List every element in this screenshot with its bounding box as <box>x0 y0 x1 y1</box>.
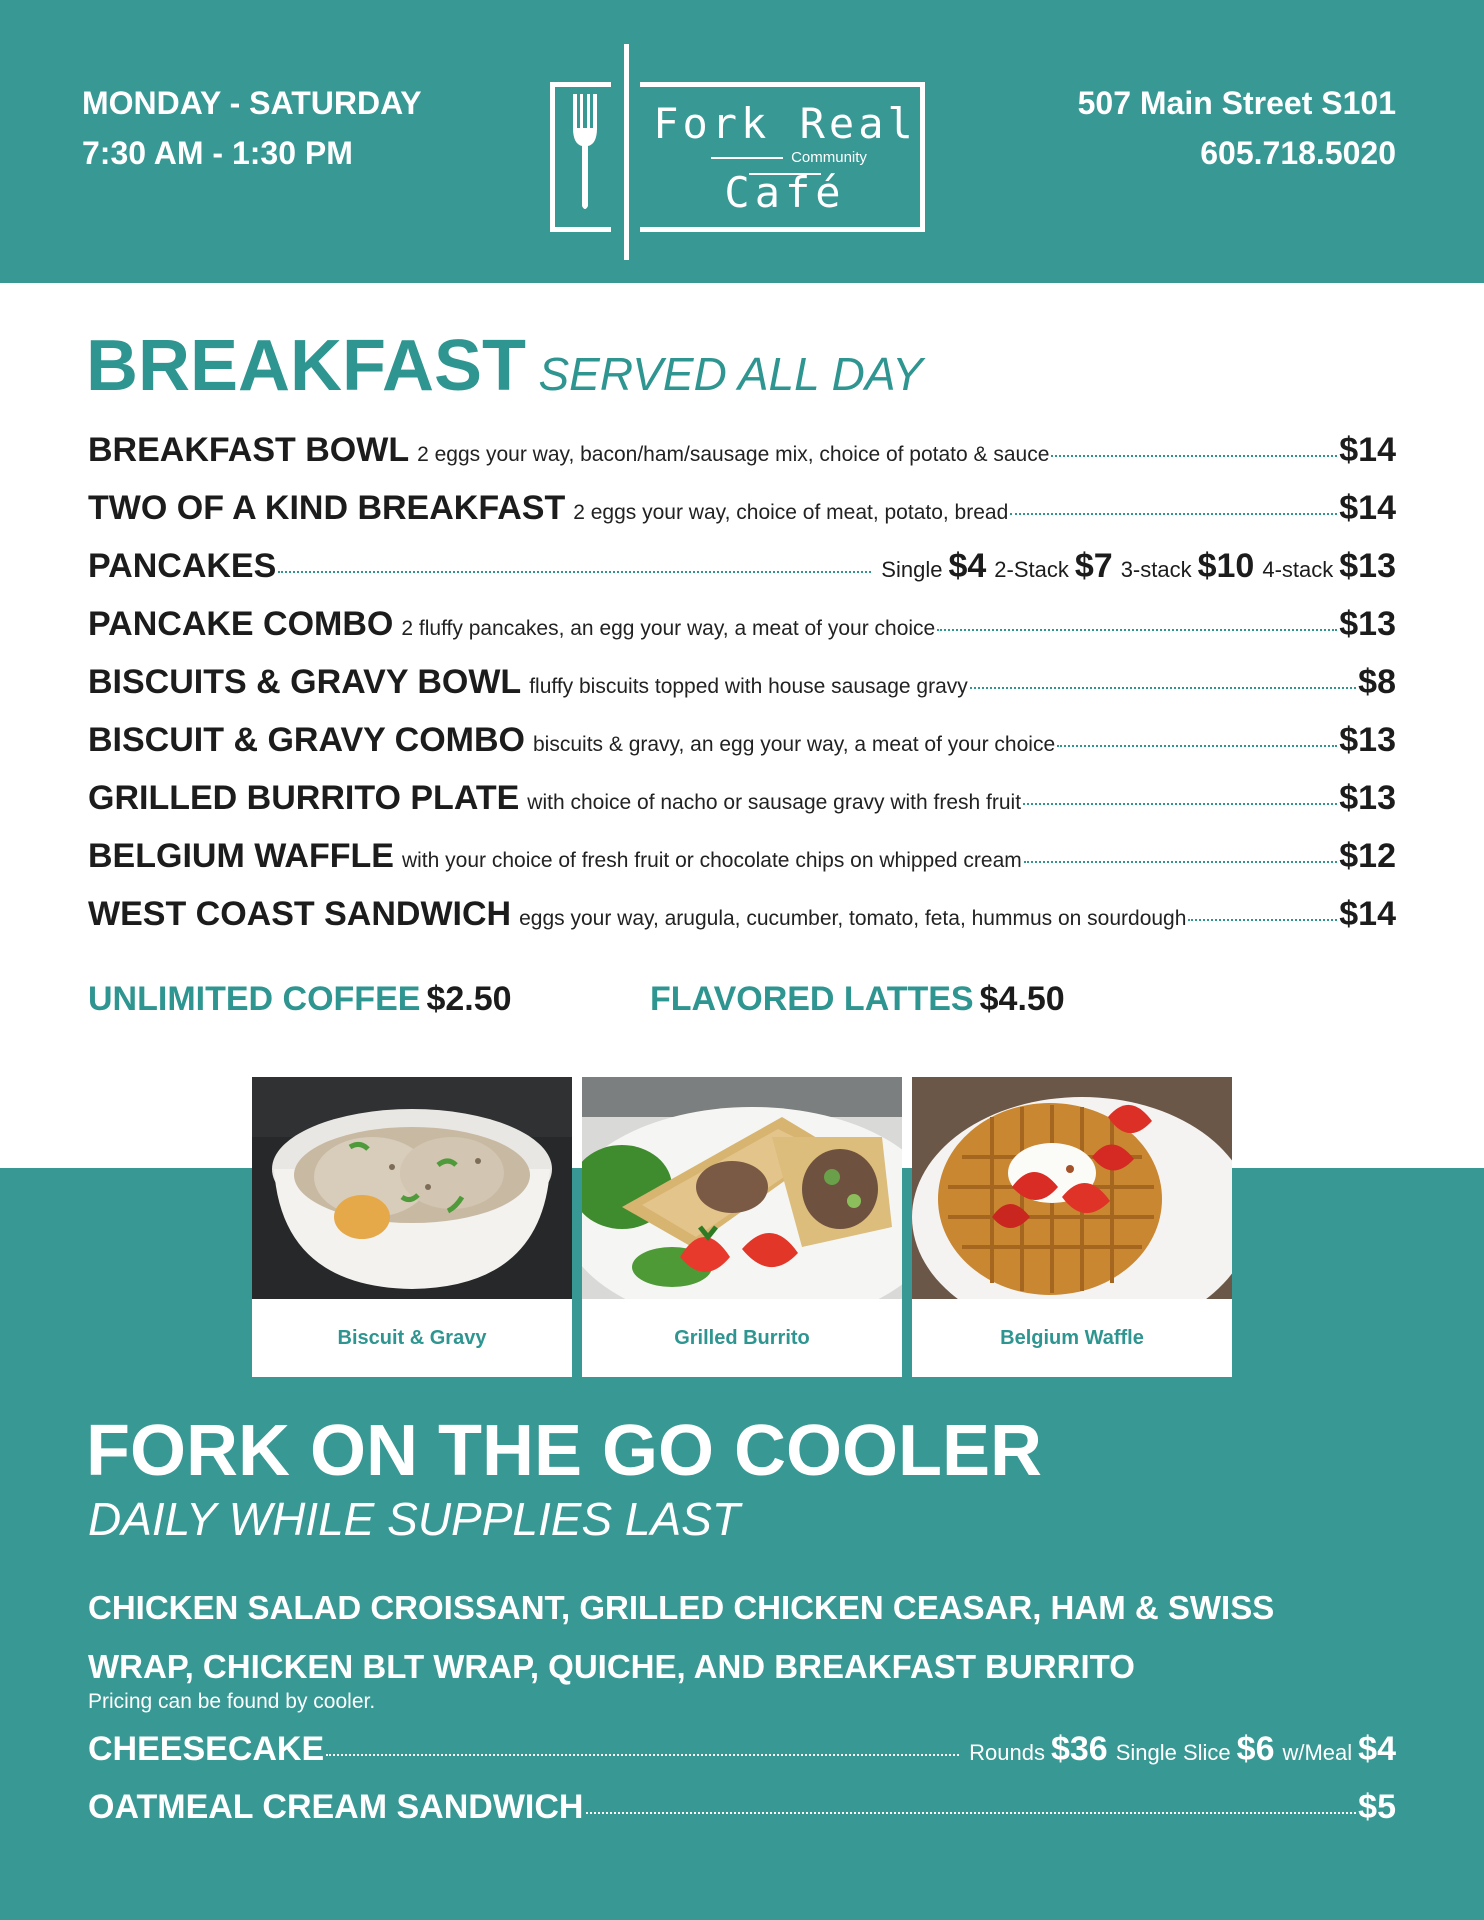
photo-card <box>582 1077 902 1377</box>
item-name: PANCAKE COMBO <box>88 605 394 643</box>
go-cooler-subtitle: DAILY WHILE SUPPLIES LAST <box>88 1493 740 1545</box>
price-label: w/Meal <box>1282 1740 1353 1765</box>
item-name: BREAKFAST BOWL <box>88 431 410 469</box>
breakfast-title: BREAKFAST <box>86 326 527 406</box>
logo-line3: Café <box>724 168 846 217</box>
item-price: $13 <box>1339 779 1396 817</box>
drink-price: $4.50 <box>979 980 1065 1018</box>
item-price: $14 <box>1339 431 1396 469</box>
drink-price: $2.50 <box>426 980 512 1018</box>
dot-leader <box>1057 745 1337 747</box>
drink-lattes <box>650 980 1065 1019</box>
go-cooler-note: Pricing can be found by cooler. <box>88 1690 376 1713</box>
price-value: $36 <box>1050 1730 1108 1768</box>
dot-leader <box>1023 803 1337 805</box>
price-value: $7 <box>1074 547 1113 585</box>
belgium-waffle-photo <box>912 1077 1232 1299</box>
photo-card <box>252 1077 572 1377</box>
menu-item <box>88 779 1396 837</box>
breakfast-heading <box>86 325 923 407</box>
logo <box>548 44 938 264</box>
item-price: $14 <box>1339 895 1396 933</box>
menu-item-cheesecake <box>88 1730 1396 1788</box>
dot-leader <box>326 1754 959 1756</box>
menu-item-oatmeal <box>88 1788 1396 1846</box>
menu-item <box>88 663 1396 721</box>
menu-item <box>88 489 1396 547</box>
price-value: $10 <box>1197 547 1255 585</box>
item-name: BISCUITS & GRAVY BOWL <box>88 663 522 701</box>
logo-line1: Fork Real <box>653 99 917 148</box>
dot-leader <box>1010 513 1337 515</box>
item-price: $14 <box>1339 489 1396 527</box>
dot-leader <box>1188 919 1337 921</box>
item-price: $13 <box>1339 721 1396 759</box>
photo-caption: Biscuit & Gravy <box>337 1327 487 1349</box>
hours-days: MONDAY - SATURDAY <box>82 85 422 121</box>
hours <box>82 78 422 178</box>
breakfast-subtitle: SERVED ALL DAY <box>538 348 923 400</box>
menu-item <box>88 895 1396 953</box>
dot-leader <box>937 629 1337 631</box>
breakfast-menu <box>88 431 1396 953</box>
go-cooler-menu <box>88 1730 1396 1846</box>
logo-divider <box>624 44 629 260</box>
price-label: 2-Stack <box>994 557 1069 582</box>
price-label: 3-stack <box>1120 557 1192 582</box>
item-desc: biscuits & gravy, an egg your way, a meat of your choice <box>533 733 1056 756</box>
item-name: PANCAKES <box>88 547 277 585</box>
price-value: $13 <box>1339 547 1396 585</box>
drink-label: FLAVORED LATTES <box>650 980 974 1018</box>
item-desc: with your choice of fresh fruit or chocolate chips on whipped cream <box>401 849 1022 872</box>
go-cooler-title: FORK ON THE GO COOLER <box>86 1411 1043 1491</box>
photo-card <box>912 1077 1232 1377</box>
contact <box>1078 78 1396 178</box>
dot-leader <box>586 1812 1357 1814</box>
dot-leader <box>1051 455 1337 457</box>
item-desc: 2 fluffy pancakes, an egg your way, a meat of your choice <box>401 617 936 640</box>
item-name: TWO OF A KIND BREAKFAST <box>88 489 566 527</box>
menu-item <box>88 431 1396 489</box>
item-desc: 2 eggs your way, bacon/ham/sausage mix, choice of potato & sauce <box>417 443 1050 466</box>
drink-label: UNLIMITED COFFEE <box>88 980 421 1018</box>
price-value: $6 <box>1236 1730 1275 1768</box>
price-label: Single <box>881 557 943 582</box>
item-desc: fluffy biscuits topped with house sausage gravy <box>529 675 968 698</box>
item-price: $8 <box>1358 663 1396 701</box>
photo-caption: Grilled Burrito <box>674 1327 810 1349</box>
hours-time: 7:30 AM - 1:30 PM <box>82 135 353 171</box>
header <box>0 0 1484 283</box>
item-price: $5 <box>1358 1788 1396 1826</box>
item-price: $13 <box>1339 605 1396 643</box>
phone: 605.718.5020 <box>1200 135 1396 171</box>
item-desc: eggs your way, arugula, cucumber, tomato, feta, hummus on sourdough <box>519 907 1187 930</box>
drink-coffee <box>88 980 512 1019</box>
price-value: $4 <box>948 547 987 585</box>
item-name: BISCUIT & GRAVY COMBO <box>88 721 525 759</box>
photo-caption: Belgium Waffle <box>1000 1327 1144 1349</box>
address: 507 Main Street S101 <box>1077 85 1396 121</box>
menu-item <box>88 721 1396 779</box>
menu-item-pancakes <box>88 547 1396 605</box>
item-name: CHEESECAKE <box>88 1730 325 1768</box>
price-label: 4-stack <box>1262 557 1334 582</box>
biscuit-gravy-photo <box>252 1077 572 1299</box>
grilled-burrito-photo <box>582 1077 902 1299</box>
item-desc: 2 eggs your way, choice of meat, potato, bread <box>573 501 1009 524</box>
price-label: Rounds <box>969 1740 1045 1765</box>
go-items-line: CHICKEN SALAD CROISSANT, GRILLED CHICKEN CEASAR, HAM & SWISS <box>88 1589 1275 1626</box>
item-name: GRILLED BURRITO PLATE <box>88 779 520 817</box>
fork-icon <box>570 94 600 214</box>
menu-item <box>88 605 1396 663</box>
item-price: $12 <box>1339 837 1396 875</box>
item-name: WEST COAST SANDWICH <box>88 895 512 933</box>
go-cooler-items <box>88 1578 1388 1696</box>
item-desc: with choice of nacho or sausage gravy with fresh fruit <box>527 791 1022 814</box>
go-items-line: WRAP, CHICKEN BLT WRAP, QUICHE, AND BREAKFAST BURRITO <box>88 1648 1135 1685</box>
menu-item <box>88 837 1396 895</box>
logo-line2: Community <box>660 150 910 182</box>
item-name: OATMEAL CREAM SANDWICH <box>88 1788 584 1826</box>
item-name: BELGIUM WAFFLE <box>88 837 394 875</box>
dot-leader <box>970 687 1356 689</box>
dot-leader <box>278 571 871 573</box>
dot-leader <box>1024 861 1337 863</box>
price-value: $4 <box>1358 1730 1396 1768</box>
price-label: Single Slice <box>1115 1740 1231 1765</box>
